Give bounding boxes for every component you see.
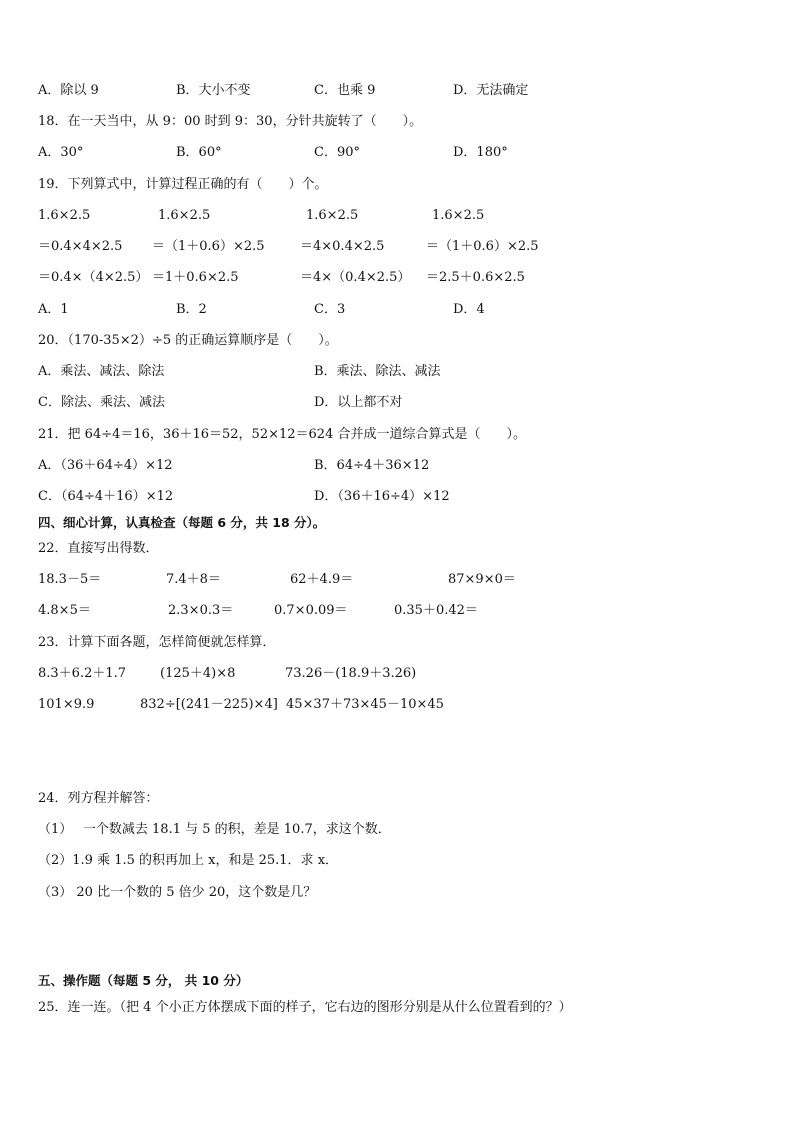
q23-problem: 832÷[(241－225)×4] [140, 697, 278, 712]
section-4-title: 四、细心计算，认真检查（每题 6 分，共 18 分）。 [38, 515, 326, 530]
q20-options-row-1 [0, 363, 794, 381]
q18-option-a: A．30° [38, 145, 84, 160]
q18-stem: 18．在一天当中，从 9：00 时到 9：30，分针共旋转了（ ）。 [38, 114, 423, 129]
q19-stem: 19．下列算式中，计算过程正确的有（ ）个。 [38, 177, 328, 192]
q19-calc-cell: ＝1＋0.6×2.5 [152, 270, 239, 285]
q19-calc-row-3 [0, 269, 794, 287]
q19-calc-row-1 [0, 207, 794, 225]
q21-options-row-2 [0, 488, 794, 506]
q19-calc-cell: 1.6×2.5 [158, 208, 211, 223]
q24-item-2: （2）1.9 乘 1.5 的积再加上 x，和是 25.1．求 x． [38, 853, 339, 868]
q22-problem: 4.8×5＝ [38, 603, 91, 618]
q17-options [0, 82, 794, 100]
q23-problem: 101×9.9 [38, 697, 95, 712]
q24-stem: 24．列方程并解答： [38, 791, 159, 806]
q20-options-row-2 [0, 394, 794, 412]
q23-problem: (125＋4)×8 [160, 666, 236, 681]
q17-option-d: D．无法确定 [453, 83, 529, 98]
q22-stem: 22．直接写出得数． [38, 541, 159, 556]
q23-problem: 45×37＋73×45－10×45 [286, 697, 444, 712]
q21-option-b: B．64÷4＋36×12 [314, 458, 430, 473]
q20-stem: 20．（170-35×2）÷5 的正确运算顺序是（ ）。 [38, 333, 338, 348]
q19-calc-cell: ＝4×0.4×2.5 [300, 239, 385, 254]
q19-calc-cell: 1.6×2.5 [432, 208, 485, 223]
q25-stem: 25．连一连。（把 4 个小正方体摆成下面的样子，它右边的图形分别是从什么位置看到的？） [38, 1000, 572, 1015]
q24-item-1: （1） 一个数减去 18.1 与 5 的积，差是 10.7，求这个数． [38, 822, 391, 837]
q19-calc-cell: ＝4×（0.4×2.5） [300, 270, 411, 285]
q23-problem: 73.26－(18.9＋3.26) [285, 666, 417, 681]
q19-calc-cell: ＝0.4×（4×2.5） [38, 270, 149, 285]
q23-row-1 [0, 665, 794, 683]
q20-option-a: A．乘法、减法、除法 [38, 364, 165, 379]
q22-row-2 [0, 602, 794, 620]
q21-option-c: C．（64÷4＋16）×12 [38, 489, 174, 504]
q18-option-b: B．60° [176, 145, 222, 160]
q19-calc-cell: 1.6×2.5 [306, 208, 359, 223]
q23-row-2 [0, 696, 794, 714]
q22-problem: 0.7×0.09＝ [274, 603, 348, 618]
q19-option-a: A．1 [38, 302, 69, 317]
q20-option-b: B．乘法、除法、减法 [314, 364, 441, 379]
q21-option-a: A．（36＋64÷4）×12 [38, 458, 173, 473]
q22-problem: 0.35＋0.42＝ [394, 603, 478, 618]
q19-option-d: D．4 [453, 302, 485, 317]
q20-option-d: D．以上都不对 [314, 395, 403, 410]
q23-problem: 8.3＋6.2＋1.7 [38, 666, 127, 681]
q19-calc-cell: ＝（1＋0.6）×2.5 [152, 239, 265, 254]
q21-stem: 21．把 64÷4＝16，36＋16＝52，52×12＝624 合并成一道综合算式是（ ）。 [38, 427, 526, 442]
q19-calc-cell: ＝0.4×4×2.5 [38, 239, 123, 254]
q22-problem: 2.3×0.3＝ [168, 603, 234, 618]
q19-option-b: B．2 [176, 302, 207, 317]
q22-problem: 7.4＋8＝ [166, 572, 221, 587]
q19-option-c: C．3 [314, 302, 346, 317]
q23-stem: 23．计算下面各题，怎样简便就怎样算． [38, 635, 276, 650]
q19-calc-cell: ＝（1＋0.6）×2.5 [426, 239, 539, 254]
q22-problem: 18.3－5＝ [38, 572, 102, 587]
q18-option-d: D．180° [453, 145, 508, 160]
q18-options [0, 144, 794, 162]
q17-option-c: C．也乘 9 [314, 83, 376, 98]
q17-option-a: A．除以 9 [38, 83, 99, 98]
q21-options-row-1 [0, 457, 794, 475]
q22-row-1 [0, 571, 794, 589]
q22-problem: 87×9×0＝ [448, 572, 516, 587]
q22-problem: 62＋4.9＝ [290, 572, 354, 587]
q19-calc-row-2 [0, 238, 794, 256]
section-5-title: 五、操作题（每题 5 分， 共 10 分） [38, 973, 249, 988]
q21-option-d: D．（36＋16÷4）×12 [314, 489, 450, 504]
q20-option-c: C．除法、乘法、减法 [38, 395, 165, 410]
q19-options [0, 301, 794, 319]
q19-calc-cell: 1.6×2.5 [38, 208, 91, 223]
q18-option-c: C．90° [314, 145, 360, 160]
q17-option-b: B．大小不变 [176, 83, 251, 98]
q24-item-3: （3） 20 比一个数的 5 倍少 20，这个数是几？ [38, 885, 317, 900]
q19-calc-cell: ＝2.5＋0.6×2.5 [426, 270, 525, 285]
